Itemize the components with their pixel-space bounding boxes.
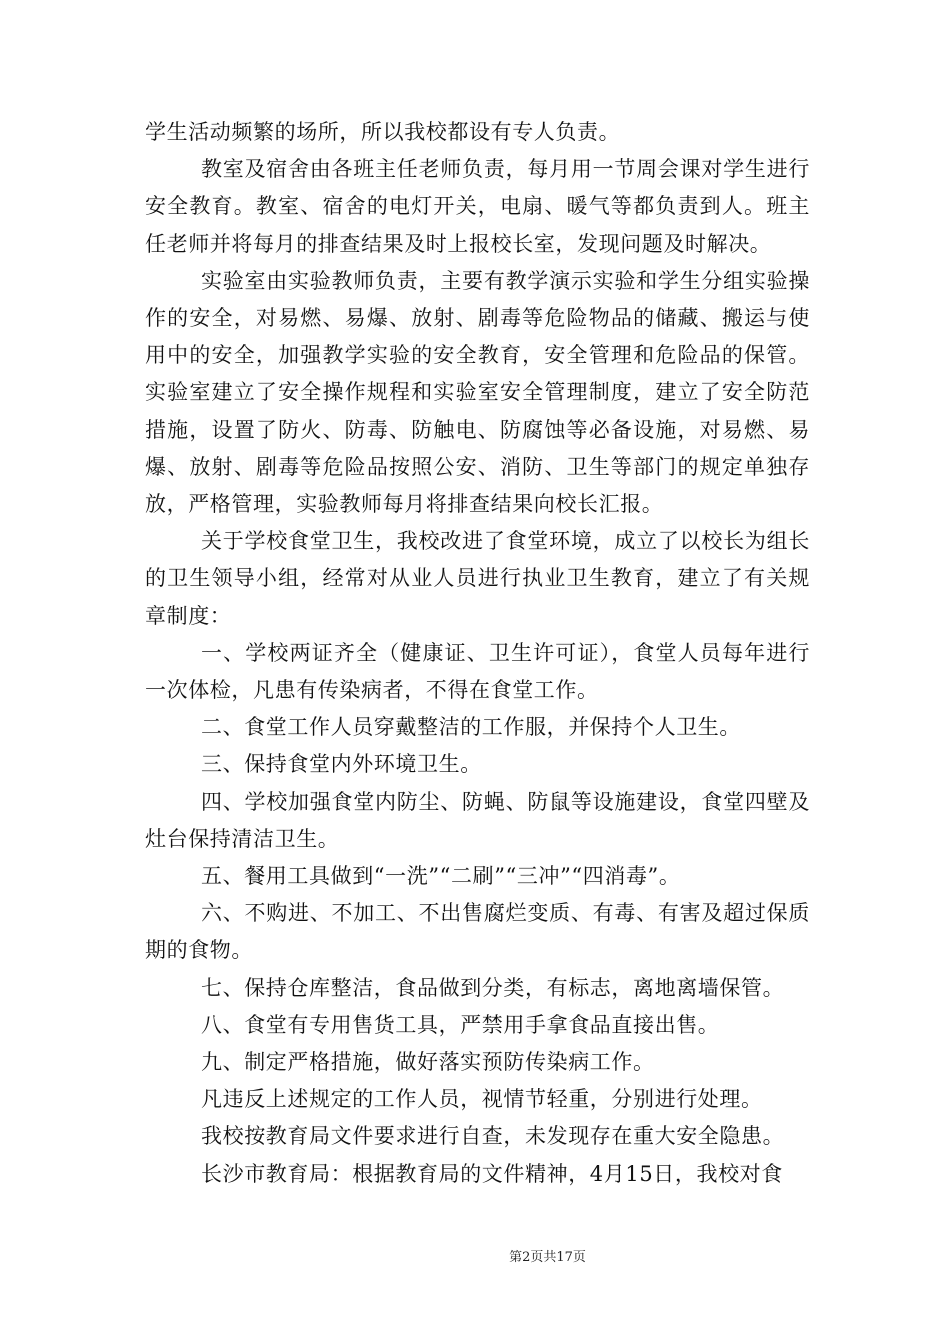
paragraph: 教室及宿舍由各班主任老师负责，每月用一节周会课对学生进行安全教育。教室、宿舍的电灯开关，电扇、暖气等都负责到人。班主任老师并将每月的排查结果及时上报校长室，发现问题及时解决。 (145, 157, 810, 256)
paragraph: 五、餐用工具做到“一洗”“二刷”“三冲”“四消毒”。 (201, 864, 681, 889)
paragraph: 凡违反上述规定的工作人员，视情节轻重，分别进行处理。 (201, 1087, 763, 1112)
paragraph: 九、制定严格措施，做好落实预防传染病工作。 (201, 1050, 655, 1075)
document-body (145, 114, 810, 1193)
page-footer (0, 1246, 950, 1265)
paragraph: 八、食堂有专用售货工具，严禁用手拿食品直接出售。 (201, 1012, 720, 1037)
paragraph: 四、学校加强食堂内防尘、防蝇、防鼠等设施建设，食堂四壁及灶台保持清洁卫生。 (145, 789, 810, 851)
paragraph: 二、食堂工作人员穿戴整洁的工作服，并保持个人卫生。 (201, 715, 741, 740)
paragraph: 长沙市教育局：根据教育局的文件精神，4月15日，我校对食 (201, 1161, 783, 1186)
paragraph: 学生活动频繁的场所，所以我校都设有专人负责。 (145, 120, 621, 144)
paragraph: 实验室由实验教师负责，主要有教学演示实验和学生分组实验操作的安全，对易燃、易爆、放射、剧毒等危险物品的储藏、搬运与使用中的安全，加强教学实验的安全教育，安全管理和危险品的保管。实验室建立了安全操作规程和实验室安全管理制度，建立了安全防范措施，设置了防火、防毒、防触电、防腐蚀等必备设施，对易燃、易爆、放射、剧毒等危险品按照公安、消防、卫生等部门的规定单独存放，严格管理，实验教师每月将排查结果向校长汇报。 (145, 268, 810, 517)
page-number: 第2页共17页 (509, 1250, 586, 1265)
paragraph: 关于学校食堂卫生，我校改进了食堂环境，成立了以校长为组长的卫生领导小组，经常对从业人员进行执业卫生教育，建立了有关规章制度： (145, 529, 810, 628)
paragraph: 一、学校两证齐全（健康证、卫生许可证），食堂人员每年进行一次体检，凡患有传染病者，不得在食堂工作。 (145, 640, 810, 703)
paragraph: 七、保持仓库整洁，食品做到分类，有标志，离地离墙保管。 (201, 975, 785, 1000)
paragraph: 六、不购进、不加工、不出售腐烂变质、有毒、有害及超过保质期的食物。 (145, 901, 810, 963)
paragraph: 我校按教育局文件要求进行自查，未发现存在重大安全隐患。 (201, 1124, 785, 1149)
paragraph: 三、保持食堂内外环境卫生。 (201, 752, 482, 777)
